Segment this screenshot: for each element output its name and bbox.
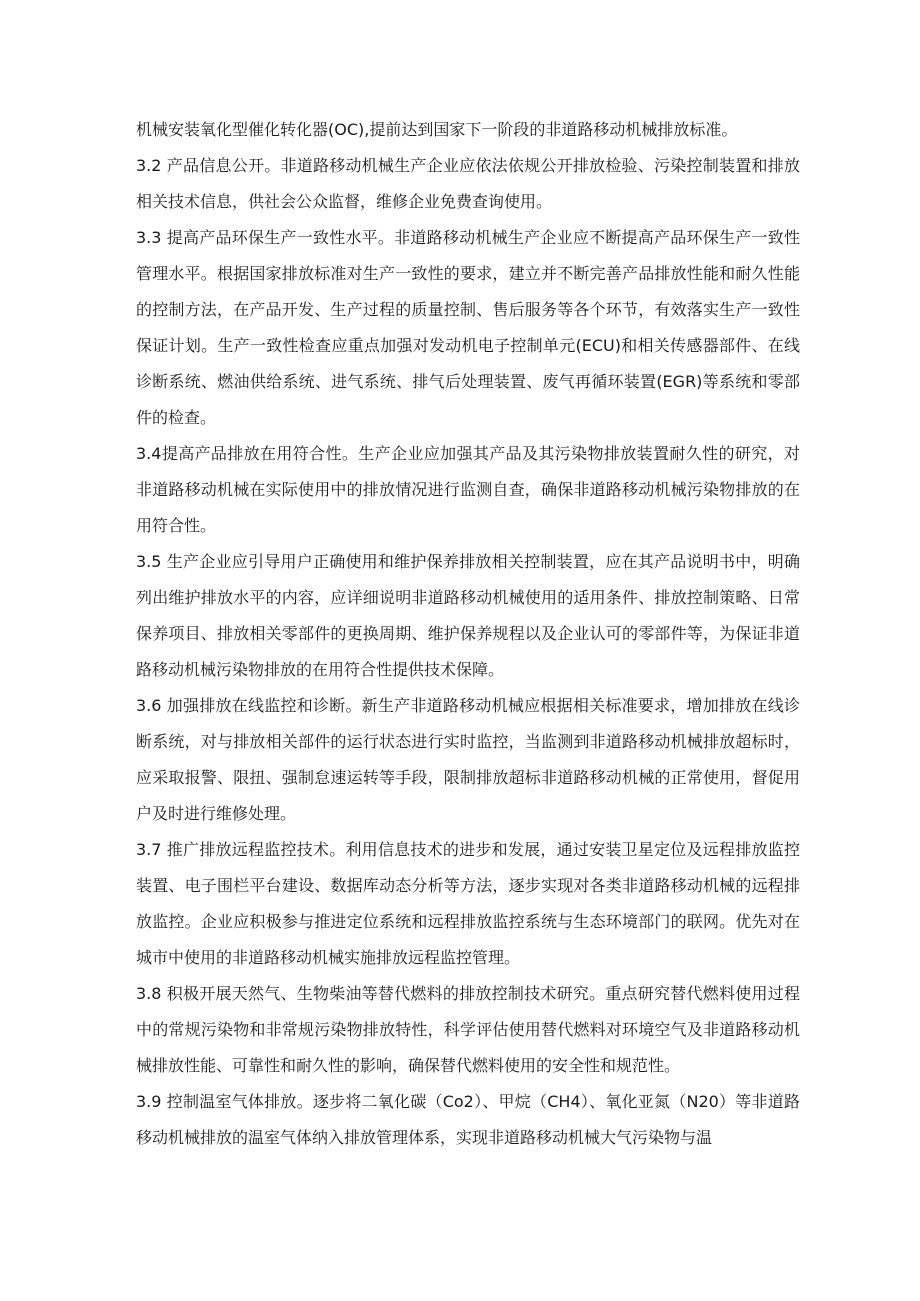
paragraph-3-7: 3.7 推广排放远程监控技术。利用信息技术的进步和发展，通过安装卫星定位及远程排放监控装置、电子围栏平台建设、数据库动态分析等方法，逐步实现对各类非道路移动机械的远程排放监控。企业应积极参与推进定位系统和远程排放监控系统与生态环境部门的联网。优先对在城市中使用的非道路移动机械实施排放远程监控管理。 xyxy=(136,840,800,967)
paragraph-3-9: 3.9 控制温室气体排放。逐步将二氧化碳（Co2）、甲烷（CH4）、氧化亚氮（N20）等非道路移动机械排放的温室气体纳入排放管理体系，实现非道路移动机械大气污染物与温 xyxy=(136,1092,800,1147)
paragraph-3-2: 3.2 产品信息公开。非道路移动机械生产企业应依法依规公开排放检验、污染控制装置和排放相关技术信息，供社会公众监督，维修企业免费查询使用。 xyxy=(136,156,800,211)
paragraph-3-5: 3.5 生产企业应引导用户正确使用和维护保养排放相关控制装置，应在其产品说明书中，明确列出维护排放水平的内容，应详细说明非道路移动机械使用的适用条件、排放控制策略、日常保养项目、排放相关零部件的更换周期、维护保养规程以及企业认可的零部件等，为保证非道路移动机械污染物排放的在用符合性提供技术保障。 xyxy=(136,552,800,679)
body-text xyxy=(136,112,800,1156)
paragraph-3-3: 3.3 提高产品环保生产一致性水平。非道路移动机械生产企业应不断提高产品环保生产一致性管理水平。根据国家排放标准对生产一致性的要求，建立并不断完善产品排放性能和耐久性能的控制方法，在产品开发、生产过程的质量控制、售后服务等各个环节，有效落实生产一致性保证计划。生产一致性检查应重点加强对发动机电子控制单元(ECU)和相关传感器部件、在线诊断系统、燃油供给系统、进气系统、排气后处理装置、废气再循环装置(EGR)等系统和零部件的检查。 xyxy=(136,228,800,427)
paragraph-3-4: 3.4提高产品排放在用符合性。生产企业应加强其产品及其污染物排放装置耐久性的研究，对非道路移动机械在实际使用中的排放情况进行监测自查，确保非道路移动机械污染物排放的在用符合性。 xyxy=(136,444,800,535)
paragraph-3-6: 3.6 加强排放在线监控和诊断。新生产非道路移动机械应根据相关标准要求，增加排放在线诊断系统，对与排放相关部件的运行状态进行实时监控，当监测到非道路移动机械排放超标时，应采取报警、限扭、强制怠速运转等手段，限制排放超标非道路移动机械的正常使用，督促用户及时进行维修处理。 xyxy=(136,696,800,823)
paragraph-oc-catalyst: 机械安装氧化型催化转化器(OC),提前达到国家下一阶段的非道路移动机械排放标准。 xyxy=(136,120,738,139)
paragraph-3-8: 3.8 积极开展天然气、生物柴油等替代燃料的排放控制技术研究。重点研究替代燃料使用过程中的常规污染物和非常规污染物排放特性，科学评估使用替代燃料对环境空气及非道路移动机械排放性能、可靠性和耐久性的影响，确保替代燃料使用的安全性和规范性。 xyxy=(136,984,800,1075)
